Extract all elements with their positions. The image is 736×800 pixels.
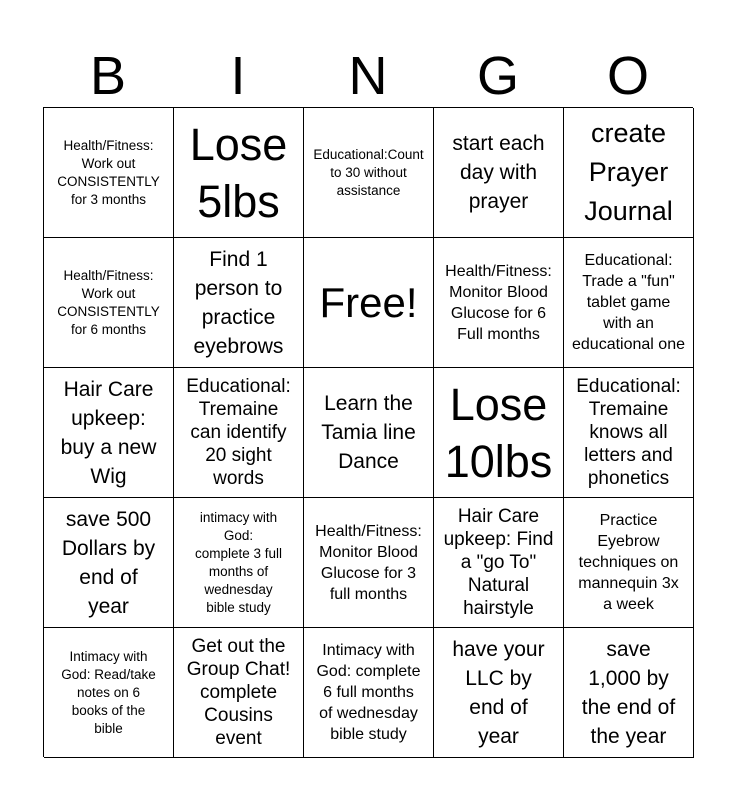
header-letter-o: O — [606, 46, 649, 106]
bingo-cell-r3-c4[interactable] — [434, 368, 564, 498]
header-letter-n: N — [348, 46, 388, 106]
cell-text: Health/Fitness: Work out CONSISTENTLY for 6 months — [57, 267, 160, 337]
cell-text: Find 1 person to practice eyebrows — [193, 247, 284, 358]
bingo-cell-r2-c4[interactable] — [434, 238, 564, 368]
cell-text: start each day with prayer — [452, 132, 545, 213]
cell-text: Educational: Trade a "fun" tablet game with an educational one — [572, 252, 685, 353]
cell-text: Intimacy with God: Read/take notes on 6 books of the bible — [61, 648, 156, 736]
bingo-cell-r4-c2[interactable] — [174, 498, 304, 628]
cell-text: Educational:Count to 30 without assistance — [313, 146, 424, 198]
cell-text: Educational: Tremaine can identify 20 sight words — [186, 376, 291, 489]
bingo-cell-r3-c3[interactable] — [304, 368, 434, 498]
cell-text: Educational: Tremaine knows all letters and phonetics — [576, 376, 681, 489]
bingo-cell-r1-c4[interactable] — [434, 108, 564, 238]
cell-text: Health/Fitness: Monitor Blood Glucose for 6 Full months — [445, 262, 552, 343]
cell-text: Health/Fitness: Monitor Blood Glucose for 3 full months — [315, 522, 422, 603]
bingo-cell-r3-c2[interactable] — [174, 368, 304, 498]
cell-text: save 500 Dollars by end of year — [61, 507, 156, 618]
cell-text: Hair Care upkeep: buy a new Wig — [60, 377, 157, 488]
header-letter-b: B — [89, 46, 127, 106]
bingo-cell-r4-c1[interactable] — [44, 498, 174, 628]
bingo-cell-r2-c1[interactable] — [44, 238, 174, 368]
header-letter-g: G — [476, 46, 519, 106]
cell-text: Practice Eyebrow techniques on mannequin 3x a week — [578, 512, 679, 613]
cell-text: intimacy with God: complete 3 full months of wednesday bible study — [194, 509, 283, 615]
bingo-cell-r5-c5[interactable] — [564, 628, 694, 758]
bingo-header — [43, 44, 693, 108]
free-space-cell[interactable] — [304, 238, 434, 368]
bingo-cell-r1-c2[interactable] — [174, 108, 304, 238]
bingo-board — [43, 107, 693, 757]
bingo-cell-r3-c5[interactable] — [564, 368, 694, 498]
bingo-cell-r3-c1[interactable] — [44, 368, 174, 498]
bingo-cell-r4-c5[interactable] — [564, 498, 694, 628]
cell-text: Hair Care upkeep: Find a "go To" Natural hairstyle — [443, 506, 554, 619]
cell-text: Learn the Tamia line Dance — [321, 392, 416, 473]
header-letter-i: I — [230, 46, 246, 106]
cell-text: Free! — [319, 278, 418, 326]
cell-text: Lose 10lbs — [444, 378, 553, 487]
bingo-cell-r1-c5[interactable] — [564, 108, 694, 238]
cell-text: Health/Fitness: Work out CONSISTENTLY for 3 months — [57, 137, 160, 207]
cell-text: create Prayer Journal — [584, 118, 673, 226]
bingo-cell-r4-c3[interactable] — [304, 498, 434, 628]
bingo-cell-r2-c5[interactable] — [564, 238, 694, 368]
bingo-cell-r4-c4[interactable] — [434, 498, 564, 628]
bingo-cell-r5-c4[interactable] — [434, 628, 564, 758]
bingo-cell-r2-c2[interactable] — [174, 238, 304, 368]
bingo-cell-r5-c3[interactable] — [304, 628, 434, 758]
cell-text: Get out the Group Chat! complete Cousins event — [186, 636, 291, 749]
bingo-cell-r5-c2[interactable] — [174, 628, 304, 758]
cell-text: save 1,000 by the end of the year — [581, 637, 676, 748]
bingo-cell-r1-c3[interactable] — [304, 108, 434, 238]
cell-text: Lose 5lbs — [189, 118, 288, 227]
cell-text: Intimacy with God: complete 6 full months of wednesday bible study — [316, 642, 421, 743]
bingo-cell-r5-c1[interactable] — [44, 628, 174, 758]
bingo-cell-r1-c1[interactable] — [44, 108, 174, 238]
cell-text: have your LLC by end of year — [452, 637, 545, 748]
